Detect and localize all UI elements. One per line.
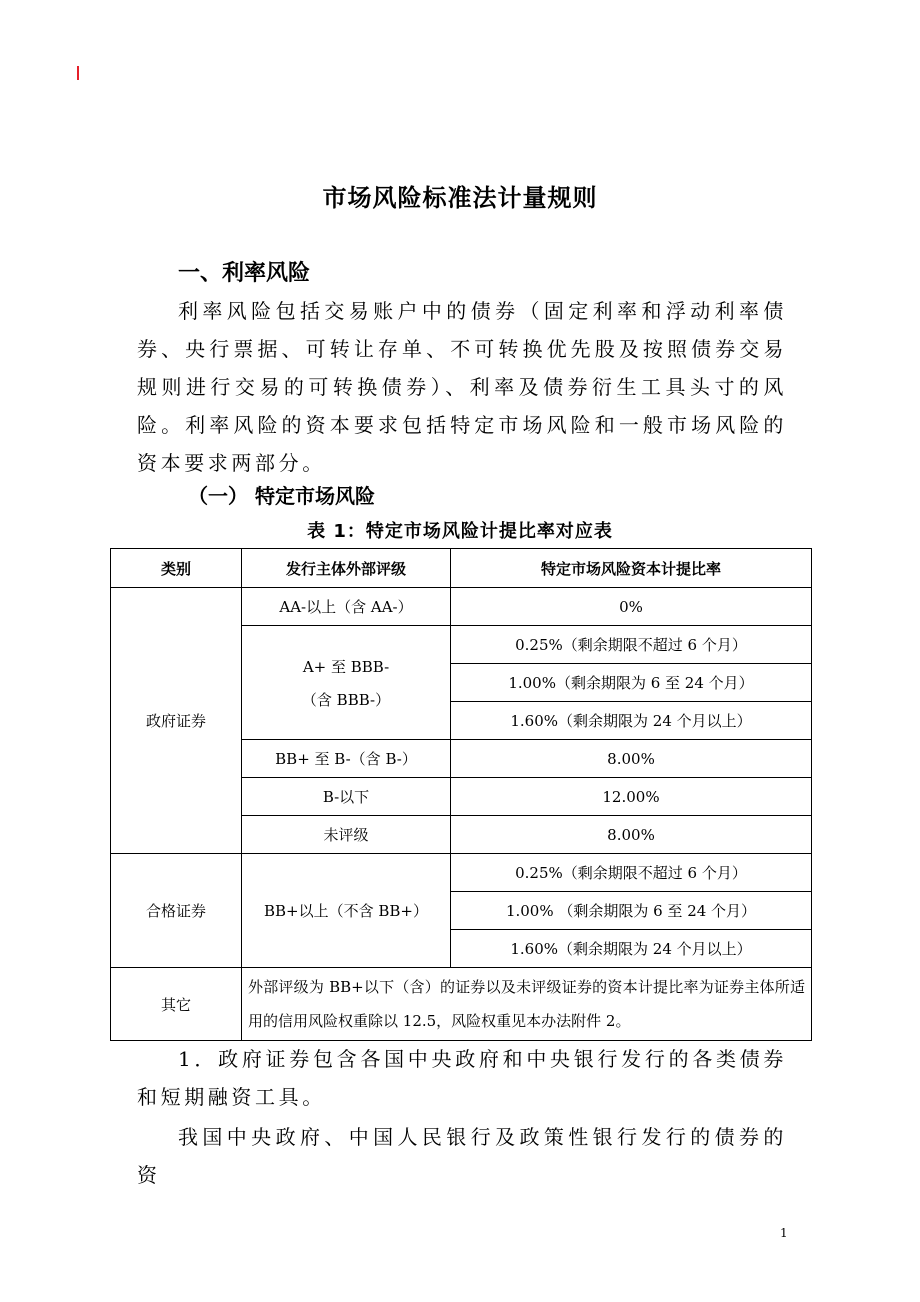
category-government: 政府证券 <box>111 588 242 854</box>
rate-cell: 1.00%（剩余期限为 6 至 24 个月） <box>451 664 812 702</box>
rate-cell: 1.60%（剩余期限为 24 个月以上） <box>451 702 812 740</box>
rate-cell: 1.60%（剩余期限为 24 个月以上） <box>451 930 812 968</box>
header-category: 类别 <box>111 549 242 588</box>
rating-cell: BB+以上（不含 BB+） <box>242 854 451 968</box>
table-caption: 表 1：特定市场风险计提比率对应表 <box>307 521 613 542</box>
margin-mark <box>77 66 79 80</box>
paragraph-domestic-issuers: 我国中央政府、中国人民银行及政策性银行发行的债券的资 <box>137 1125 787 1187</box>
specific-risk-rate-table <box>110 548 812 1041</box>
paragraph-government-securities: 1．政府证券包含各国中央政府和中央银行发行的各类债券和短期融资工具。 <box>137 1047 787 1109</box>
document-title: 市场风险标准法计量规则 <box>322 184 598 212</box>
header-rate: 特定市场风险资本计提比率 <box>451 549 812 588</box>
rating-cell: BB+ 至 B-（含 B-） <box>242 740 451 778</box>
rate-cell: 0.25%（剩余期限不超过 6 个月） <box>451 626 812 664</box>
other-description: 外部评级为 BB+以下（含）的证券以及未评级证券的资本计提比率为证券主体所适用的信用风险权重除以 12.5，风险权重见本办法附件 2。 <box>242 968 812 1041</box>
rate-cell: 0% <box>451 588 812 626</box>
rating-line: （含 BBB-） <box>301 690 391 709</box>
header-rating: 发行主体外部评级 <box>242 549 451 588</box>
table-row <box>111 854 812 892</box>
rate-cell: 12.00% <box>451 778 812 816</box>
rating-cell-a-to-bbb <box>242 626 451 740</box>
table-row <box>111 968 812 1041</box>
rating-cell: B-以下 <box>242 778 451 816</box>
table-row <box>111 588 812 626</box>
rating-line: A+ 至 BBB- <box>302 657 390 676</box>
category-qualified: 合格证券 <box>111 854 242 968</box>
table-header-row <box>111 549 812 588</box>
rate-cell: 8.00% <box>451 816 812 854</box>
category-other: 其它 <box>111 968 242 1041</box>
rate-cell: 8.00% <box>451 740 812 778</box>
rating-cell: AA-以上（含 AA-） <box>242 588 451 626</box>
page-number: 1 <box>780 1226 788 1240</box>
rating-cell: 未评级 <box>242 816 451 854</box>
rate-cell: 0.25%（剩余期限不超过 6 个月） <box>451 854 812 892</box>
rate-cell: 1.00% （剩余期限为 6 至 24 个月） <box>451 892 812 930</box>
subsection-heading-specific-risk: （一） 特定市场风险 <box>188 484 375 508</box>
section-heading-interest-rate-risk: 一、利率风险 <box>178 261 311 286</box>
paragraph-interest-rate-risk: 利率风险包括交易账户中的债券（固定利率和浮动利率债券、央行票据、可转让存单、不可转换优先股及按照债券交易规则进行交易的可转换债券）、利率及债券衍生工具头寸的风险。利率风险的资本要求包括特定市场风险和一般市场风险的资本要求两部分。 <box>137 299 787 475</box>
